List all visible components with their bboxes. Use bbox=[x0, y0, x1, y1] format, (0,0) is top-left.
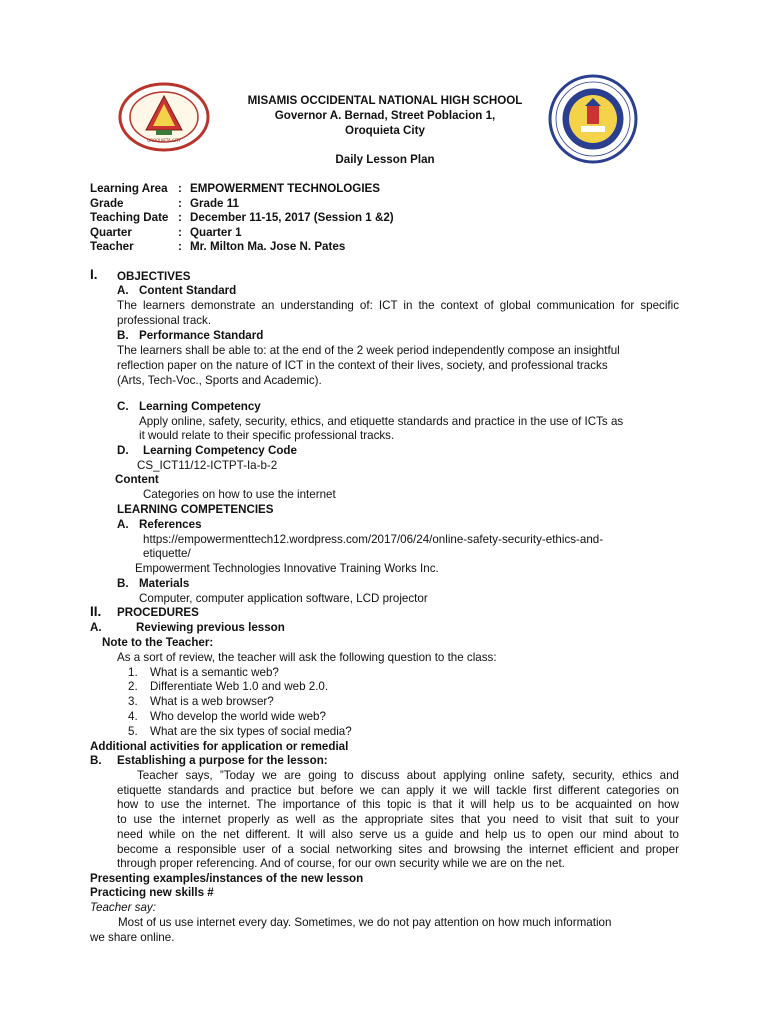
question-text: What are the six types of social media? bbox=[150, 725, 352, 738]
heading-practicing-skills: Practicing new skills # bbox=[90, 886, 214, 899]
paragraph-line: etiquette standards and practice but before we can apply it we will tackle first different categories on bbox=[117, 783, 679, 797]
learning-competency-line-1: Apply online, safety, security, ethics, and etiquette standards and practice in the use of ICTs as bbox=[139, 415, 624, 428]
paragraph-line: to use the internet properly as well as the appropriate sites that you need to visit that suit to your bbox=[117, 813, 679, 827]
heading-references: References bbox=[139, 518, 202, 531]
school-name: MISAMIS OCCIDENTAL NATIONAL HIGH SCHOOL bbox=[247, 94, 523, 107]
performance-standard-line-2: reflection paper on the nature of ICT in the context of their lives, society, and professional tracks bbox=[117, 359, 608, 372]
question-number: 5. bbox=[128, 725, 138, 738]
heading-content: Content bbox=[115, 473, 159, 486]
final-paragraph-line-1: Most of us use internet every day. Sometimes, we do not pay attention on how much information bbox=[118, 916, 612, 929]
label-proc-a: A. bbox=[90, 621, 102, 634]
question-number: 2. bbox=[128, 680, 138, 693]
address-line-1: Governor A. Bernad, Street Poblacion 1, bbox=[274, 109, 496, 122]
heading-content-standard: Content Standard bbox=[139, 284, 237, 297]
label-references-a: A. bbox=[117, 518, 129, 531]
heading-learning-competency: Learning Competency bbox=[139, 400, 261, 413]
label-d: D. bbox=[117, 444, 129, 457]
label-b: B. bbox=[117, 329, 129, 342]
review-intro: As a sort of review, the teacher will ask the following question to the class: bbox=[117, 651, 497, 664]
content-text: Categories on how to use the internet bbox=[143, 488, 336, 501]
teacher-say-label: Teacher say: bbox=[90, 901, 156, 914]
question-number: 1. bbox=[128, 666, 138, 679]
question-text: What is a semantic web? bbox=[150, 666, 279, 679]
address-line-2: Oroquieta City bbox=[345, 124, 425, 137]
heading-presenting-examples: Presenting examples/instances of the new lesson bbox=[90, 872, 364, 885]
question-text: Who develop the world wide web? bbox=[150, 710, 326, 723]
learning-competency-line-2: it would relate to their specific professional tracks. bbox=[139, 429, 395, 442]
performance-standard-line-3: (Arts, Tech-Voc., Sports and Academic). bbox=[117, 374, 322, 387]
paragraph-line: become a responsible user of a social networking sites and browsing the internet efficient and proper bbox=[117, 842, 679, 856]
heading-reviewing: Reviewing previous lesson bbox=[136, 621, 285, 634]
paragraph-line: Teacher says, ”Today we are going to discuss about applying online safety, security, ethics and bbox=[137, 769, 679, 782]
document-title: Daily Lesson Plan bbox=[335, 153, 435, 166]
label-a: A. bbox=[117, 284, 129, 297]
paragraph-line: how to use the internet. The importance of this topic is that it will help us to be acquainted on how bbox=[117, 798, 679, 812]
label-proc-b: B. bbox=[90, 754, 102, 767]
paragraph-line: through proper referencing. And of course, for our own security while we are on the net. bbox=[117, 857, 565, 871]
heading-competency-code: Learning Competency Code bbox=[143, 444, 297, 457]
label-materials-b: B. bbox=[117, 577, 129, 590]
heading-establishing-purpose: Establishing a purpose for the lesson: bbox=[117, 754, 328, 767]
content-standard-text: The learners demonstrate an understanding of: ICT in the context of global communication for specific professional track. bbox=[117, 299, 679, 327]
purpose-paragraph bbox=[117, 769, 679, 872]
paragraph-line: need while on the net different. It will also serve us a guide and help us to open our mind about to bbox=[117, 827, 679, 841]
label-c: C. bbox=[117, 400, 129, 413]
section-numeral-ii: II. bbox=[90, 604, 102, 619]
final-paragraph-line-2: we share online. bbox=[90, 931, 175, 944]
note-to-teacher: Note to the Teacher: bbox=[102, 636, 214, 649]
question-number: 4. bbox=[128, 710, 138, 723]
materials-text: Computer, computer application software, LCD projector bbox=[139, 592, 428, 605]
reference-book: Empowerment Technologies Innovative Training Works Inc. bbox=[135, 562, 439, 575]
section-title-objectives: OBJECTIVES bbox=[117, 270, 191, 283]
performance-standard-line-1: The learners shall be able to: at the end of the 2 week period independently compose an insightful bbox=[117, 344, 620, 357]
heading-learning-competencies: LEARNING COMPETENCIES bbox=[117, 503, 274, 516]
question-number: 3. bbox=[128, 695, 138, 708]
heading-additional-activities: Additional activities for application or remedial bbox=[90, 740, 349, 753]
section-title-procedures: PROCEDURES bbox=[117, 606, 199, 619]
question-text: What is a web browser? bbox=[150, 695, 274, 708]
heading-performance-standard: Performance Standard bbox=[139, 329, 264, 342]
svg-text:OROQUIETA CITY: OROQUIETA CITY bbox=[147, 138, 181, 143]
section-numeral-i: I. bbox=[90, 267, 98, 282]
question-text: Differentiate Web 1.0 and web 2.0. bbox=[150, 680, 329, 693]
competency-code: CS_ICT11/12-ICTPT-Ia-b-2 bbox=[137, 459, 278, 472]
reference-url-line-2[interactable]: etiquette/ bbox=[143, 547, 191, 560]
reference-url-line-1[interactable]: https://empowermenttech12.wordpress.com/2017/06/24/online-safety-security-ethics-and- bbox=[143, 533, 604, 546]
heading-materials: Materials bbox=[139, 577, 190, 590]
